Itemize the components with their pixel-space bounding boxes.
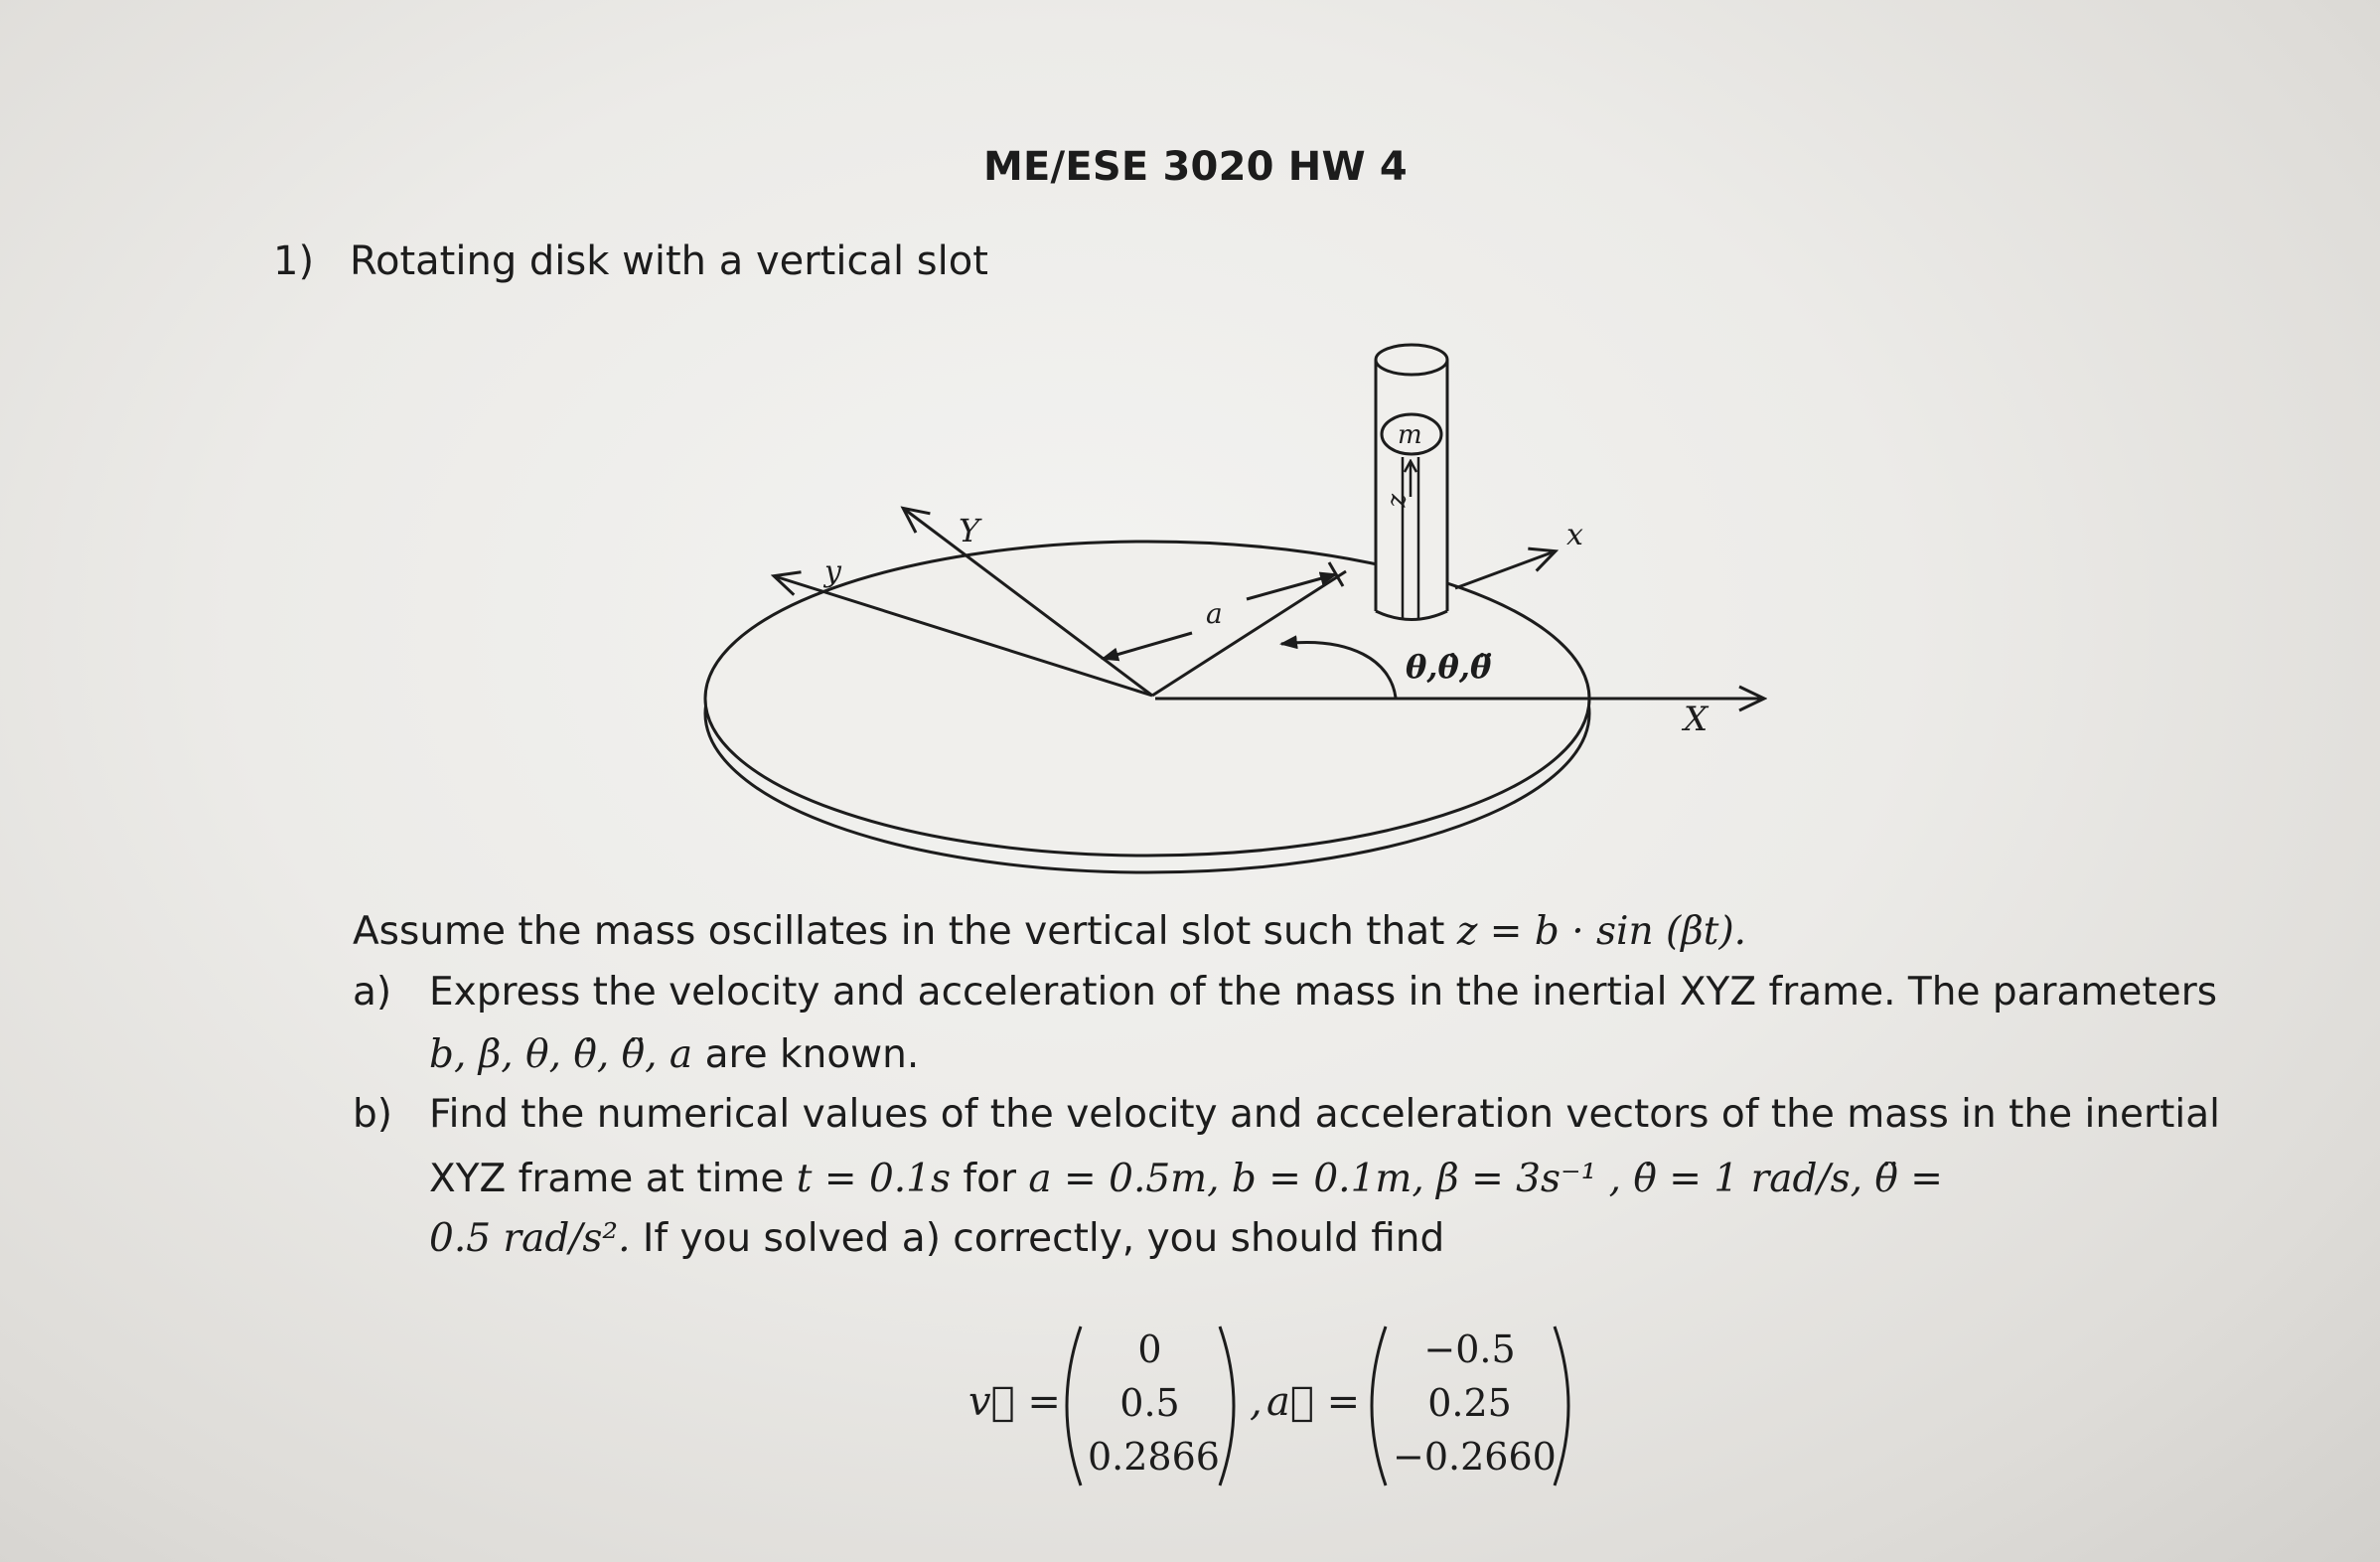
angle-label: θ,θ̇,θ̈	[1406, 648, 1492, 686]
part-b-theta-ddot: 0.5 rad/s².	[429, 1216, 631, 1261]
part-a-params: b, β, θ, θ̇, θ̈, a	[429, 1032, 693, 1077]
problem-number: 1)	[273, 238, 315, 284]
mass-label: m	[1398, 420, 1422, 450]
x-axis-label: x	[1566, 518, 1583, 552]
part-b-text-b: for	[950, 1157, 1029, 1201]
page-title: ME/ESE 3020 HW 4	[983, 144, 1408, 190]
part-b-time: t = 0.1s	[796, 1157, 951, 1201]
a-value-1: 0.25	[1427, 1381, 1512, 1425]
part-a-line1: Express the velocity and acceleration of the mass in the inertial XYZ frame. The parameters	[429, 970, 2218, 1015]
part-b-line1: Find the numerical values of the velocity and acceleration vectors of the mass in the inertial	[429, 1092, 2220, 1137]
v-value-1: 0.5	[1119, 1381, 1180, 1425]
velocity-label: v⃗ =	[968, 1379, 1061, 1425]
y-axis-label: y	[824, 554, 841, 589]
part-a-known: are known.	[692, 1032, 920, 1077]
v-value-2: 0.2866	[1088, 1435, 1220, 1479]
part-b-params: a = 0.5m, b = 0.1m, β = 3s⁻¹ , θ̇ = 1 rad/s, θ̈ =	[1028, 1157, 1943, 1201]
part-a-label: a)	[353, 970, 392, 1015]
vector-separator: ,	[1250, 1379, 1263, 1425]
part-b-text-a: XYZ frame at time	[429, 1157, 797, 1201]
problem-title: Rotating disk with a vertical slot	[350, 238, 988, 284]
part-b-text-c: If you solved a) correctly, you should find	[630, 1216, 1445, 1261]
a-value-2: −0.2660	[1393, 1435, 1557, 1479]
Y-axis-label: Y	[959, 512, 980, 549]
a-value-0: −0.5	[1423, 1328, 1516, 1371]
assume-prefix: Assume the mass oscillates in the vertical slot such that	[353, 909, 1457, 954]
assume-equation: z = b · sin (βt).	[1456, 909, 1747, 954]
acceleration-label: a⃗ =	[1266, 1379, 1361, 1425]
X-axis-label: X	[1684, 700, 1709, 739]
part-b-label: b)	[353, 1092, 392, 1137]
radius-label: a	[1206, 597, 1223, 630]
z-axis-label: z	[1385, 494, 1414, 508]
v-value-0: 0	[1137, 1328, 1162, 1371]
